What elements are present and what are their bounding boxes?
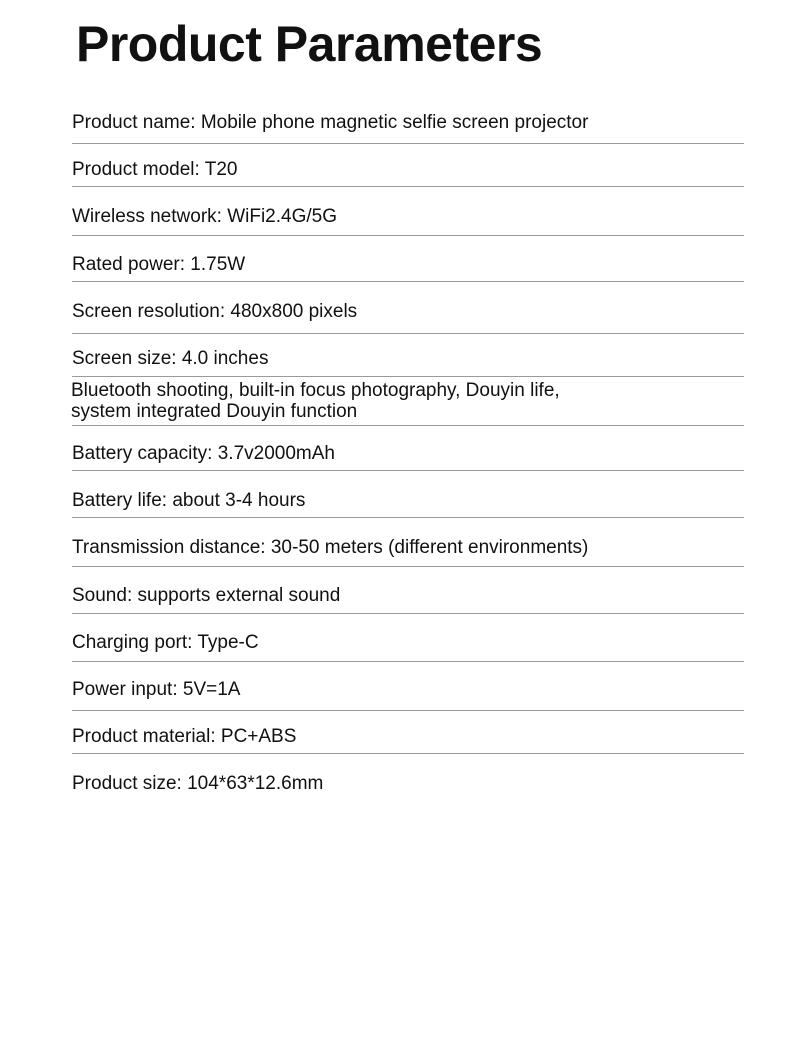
divider bbox=[72, 425, 744, 426]
param-power-input bbox=[72, 679, 744, 700]
param-battery-capacity bbox=[72, 443, 744, 464]
param-text: Power input: 5V=1A bbox=[72, 679, 241, 700]
param-text: Product material: PC+ABS bbox=[72, 726, 297, 747]
divider bbox=[72, 186, 744, 187]
param-text: Product size: 104*63*12.6mm bbox=[72, 773, 324, 794]
param-text: Battery capacity: 3.7v2000mAh bbox=[72, 443, 335, 464]
divider bbox=[72, 566, 744, 567]
divider bbox=[72, 753, 744, 754]
divider bbox=[72, 470, 744, 471]
param-text-line-2: system integrated Douyin function bbox=[71, 401, 358, 422]
param-battery-life bbox=[72, 490, 744, 511]
divider bbox=[72, 710, 744, 711]
param-product-name bbox=[72, 112, 744, 133]
param-product-model bbox=[72, 159, 744, 180]
param-text: Wireless network: WiFi2.4G/5G bbox=[72, 206, 337, 227]
param-product-material bbox=[72, 726, 744, 747]
param-product-size bbox=[72, 773, 744, 794]
param-screen-resolution bbox=[72, 301, 744, 322]
divider bbox=[72, 235, 744, 236]
param-text: Rated power: 1.75W bbox=[72, 254, 246, 275]
param-text: Screen resolution: 480x800 pixels bbox=[72, 301, 358, 322]
param-text-line-1: Bluetooth shooting, built-in focus photography, Douyin life, bbox=[71, 380, 560, 401]
param-wireless-network bbox=[72, 206, 744, 227]
divider bbox=[72, 661, 744, 662]
page-title: Product Parameters bbox=[76, 16, 543, 72]
param-text: Screen size: 4.0 inches bbox=[72, 348, 269, 369]
divider bbox=[72, 333, 744, 334]
param-text: Battery life: about 3-4 hours bbox=[72, 490, 306, 511]
param-text: Transmission distance: 30-50 meters (different environments) bbox=[72, 537, 589, 558]
divider bbox=[72, 517, 744, 518]
param-text: Charging port: Type-C bbox=[72, 632, 259, 653]
divider bbox=[72, 613, 744, 614]
param-features bbox=[71, 380, 743, 422]
param-rated-power bbox=[72, 254, 744, 275]
divider bbox=[72, 376, 744, 377]
param-transmission-distance bbox=[72, 537, 744, 558]
param-text: Sound: supports external sound bbox=[72, 585, 341, 606]
divider bbox=[72, 143, 744, 144]
param-text: Product name: Mobile phone magnetic selfie screen projector bbox=[72, 112, 589, 133]
divider bbox=[72, 281, 744, 282]
param-sound bbox=[72, 585, 744, 606]
param-text: Product model: T20 bbox=[72, 159, 238, 180]
param-screen-size bbox=[72, 348, 744, 369]
param-charging-port bbox=[72, 632, 744, 653]
